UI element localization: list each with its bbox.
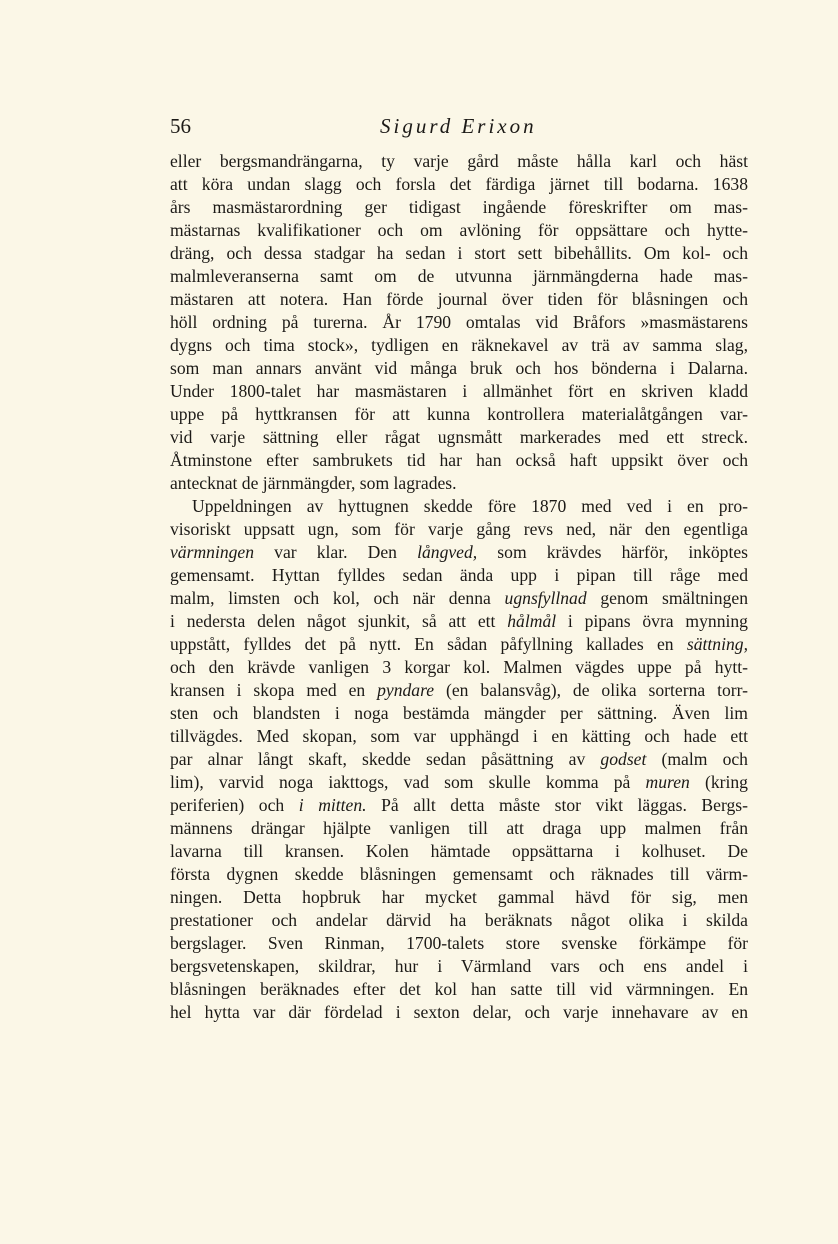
text-segment: Under 1800-talet har masmästaren i allmänhet fört en skriven kladd <box>170 381 748 401</box>
text-line <box>170 541 748 564</box>
text-line <box>170 472 748 495</box>
text-segment: par alnar långt skaft, skedde sedan påsättning av <box>170 749 601 769</box>
text-segment: var klar. Den <box>254 542 418 562</box>
text-segment: hel hytta var där fördelad i sexton delar, och varje innehavare av en <box>170 1002 748 1022</box>
text-line <box>170 610 748 633</box>
text-line <box>170 748 748 771</box>
text-line <box>170 702 748 725</box>
italic-term: godset <box>600 749 647 769</box>
text-line <box>170 633 748 656</box>
text-segment: blåsningen beräknades efter det kol han satte till vid värmningen. En <box>170 979 748 999</box>
text-segment: första dygnen skedde blåsningen gemensamt och räknades till värm- <box>170 864 748 884</box>
text-segment: dygns och tima stock», tydligen en räknekavel av trä av samma slag, <box>170 335 748 355</box>
text-line <box>170 518 748 541</box>
text-line <box>170 403 748 426</box>
text-segment: Åtminstone efter sambrukets tid har han också haft uppsikt över och <box>170 450 748 470</box>
text-line <box>170 955 748 978</box>
text-line <box>170 656 748 679</box>
text-segment: (kring <box>689 772 748 792</box>
text-segment: höll ordning på turerna. År 1790 omtalas vid Bråfors »masmästarens <box>170 312 748 332</box>
text-line <box>170 771 748 794</box>
text-segment: Uppeldningen av hyttugnen skedde före 1870 med ved i en pro- <box>192 496 748 516</box>
text-segment: lim), varvid noga iakttogs, vad som skulle komma på <box>170 772 646 792</box>
text-segment: antecknat de järnmängder, som lagrades. <box>170 473 457 493</box>
text-line <box>170 817 748 840</box>
text-segment: uppstått, fylldes det på nytt. En sådan påfyllning kallades en <box>170 634 687 654</box>
text-line <box>170 886 748 909</box>
text-segment: att köra undan slagg och forsla det färdiga järnet till bodarna. 1638 <box>170 174 748 194</box>
running-head-author: Sigurd Erixon <box>380 114 537 138</box>
text-line <box>170 978 748 1001</box>
italic-term: i mitten. <box>298 795 367 815</box>
text-segment: eller bergsmandrängarna, ty varje gård måste hålla karl och häst <box>170 151 748 171</box>
body-text <box>170 150 748 1024</box>
text-segment: lavarna till kransen. Kolen hämtade oppsättarna i kolhuset. De <box>170 841 748 861</box>
text-line <box>170 334 748 357</box>
text-line <box>170 725 748 748</box>
text-segment: (en balansvåg), de olika sorterna torr- <box>434 680 748 700</box>
italic-term: värmningen <box>170 542 255 562</box>
text-line <box>170 909 748 932</box>
text-line <box>170 219 748 242</box>
text-segment: periferien) och <box>170 795 299 815</box>
italic-term: långved, <box>417 542 478 562</box>
text-line <box>170 564 748 587</box>
text-line <box>170 311 748 334</box>
text-line <box>170 794 748 817</box>
text-segment: bergslager. Sven Rinman, 1700-talets store svenske förkämpe för <box>170 933 748 953</box>
text-line <box>170 265 748 288</box>
text-segment: visoriskt uppsatt ugn, som för varje gång revs ned, när den egentliga <box>170 519 748 539</box>
italic-term: ugnsfyllnad <box>504 588 587 608</box>
text-line <box>170 840 748 863</box>
text-segment: bergsvetenskapen, skildrar, hur i Värmland vars och ens andel i <box>170 956 748 976</box>
text-line <box>170 288 748 311</box>
text-line <box>170 863 748 886</box>
text-segment: gemensamt. Hyttan fylldes sedan ända upp i pipan till råge med <box>170 565 748 585</box>
text-line <box>170 679 748 702</box>
text-line <box>170 426 748 449</box>
text-line <box>170 242 748 265</box>
text-segment: kransen i skopa med en <box>170 680 378 700</box>
text-segment: (malm och <box>646 749 748 769</box>
text-segment: malm, limsten och kol, och när denna <box>170 588 505 608</box>
text-segment: sten och blandsten i noga bestämda mängder per sättning. Även lim <box>170 703 748 723</box>
text-line <box>170 196 748 219</box>
text-line <box>170 357 748 380</box>
page-number: 56 <box>170 114 191 138</box>
text-segment: dräng, och dessa stadgar ha sedan i stort sett bibehållits. Om kol- och <box>170 243 748 263</box>
text-segment: uppe på hyttkransen för att kunna kontrollera materialåtgången var- <box>170 404 748 424</box>
text-line <box>170 1001 748 1024</box>
italic-term: hålmål <box>507 611 557 631</box>
text-line <box>170 173 748 196</box>
page-header <box>170 114 750 142</box>
text-line <box>170 495 748 518</box>
italic-term: muren <box>645 772 690 792</box>
text-segment: malmleveranserna samt om de utvunna järnmängderna hade mas- <box>170 266 748 286</box>
text-segment: På allt detta måste stor vikt läggas. Bergs- <box>366 795 748 815</box>
text-segment: prestationer och andelar därvid ha beräknats något olika i skilda <box>170 910 748 930</box>
text-segment: ningen. Detta hopbruk har mycket gammal hävd för sig, men <box>170 887 748 907</box>
text-segment: mästaren att notera. Han förde journal över tiden för blåsningen och <box>170 289 748 309</box>
text-segment: i nedersta delen något sjunkit, så att ett <box>170 611 508 631</box>
text-line <box>170 449 748 472</box>
text-segment: och den krävde vanligen 3 korgar kol. Malmen vägdes uppe på hytt- <box>170 657 748 677</box>
text-line <box>170 587 748 610</box>
text-line <box>170 150 748 173</box>
text-segment: i pipans övra mynning <box>556 611 748 631</box>
text-segment: vid varje sättning eller rågat ugnsmått markerades med ett streck. <box>170 427 748 447</box>
text-segment: mästarnas kvalifikationer och om avlöning för oppsättare och hytte- <box>170 220 748 240</box>
text-segment: års masmästarordning ger tidigast ingående föreskrifter om mas- <box>170 197 748 217</box>
italic-term: sättning, <box>686 634 748 654</box>
italic-term: pyndare <box>377 680 435 700</box>
text-line <box>170 932 748 955</box>
text-line <box>170 380 748 403</box>
text-segment: männens drängar hjälpte vanligen till att draga upp malmen från <box>170 818 748 838</box>
text-segment: som man annars använt vid många bruk och hos bönderna i Dalarna. <box>170 358 748 378</box>
text-segment: tillvägdes. Med skopan, som var upphängd i en kätting och hade ett <box>170 726 748 746</box>
text-segment: som krävdes härför, inköptes <box>477 542 748 562</box>
text-segment: genom smältningen <box>586 588 749 608</box>
